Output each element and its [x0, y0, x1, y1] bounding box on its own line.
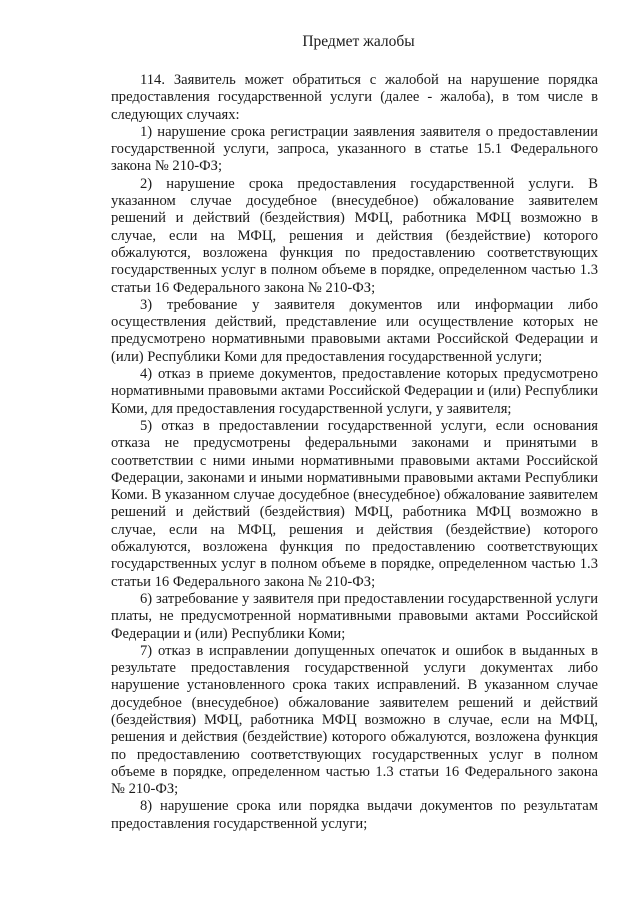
paragraph-item-7: 7) отказ в исправлении допущенных опечаток и ошибок в выданных в результате предоставления государственной услуги документах либо нарушение установленного срока таких исправлений. В указанном случае досудебное (внесудебное) обжалование заявителем решений и действий (бездействия) МФЦ, работника МФЦ возможно в случае, если на МФЦ, решения и действия (бездействие) которого обжалуются, возложена функция по предоставлению соответствующих государственных услуг в полном объеме в порядке, определенном частью 1.3 статьи 16 Федерального закона № 210-ФЗ; [111, 642, 598, 798]
paragraph-item-3: 3) требование у заявителя документов или информации либо осуществления действий, представление или осуществление которых не предусмотрено нормативными правовыми актами Российской Федерации и (или) Республики Коми для предоставления государственной услуги; [111, 296, 598, 365]
paragraph-intro: 114. Заявитель может обратиться с жалобой на нарушение порядка предоставления государственной услуги (далее - жалоба), в том числе в следующих случаях: [111, 72, 598, 123]
paragraph-item-5: 5) отказ в предоставлении государственной услуги, если основания отказа не предусмотрены федеральными законами и принятыми в соответствии с ними иными нормативными правовыми актами Российской Федерации, законами и иными нормативными правовыми актами Республики Коми. В указанном случае досудебное (внесудебное) обжалование заявителем решений и действий (бездействия) МФЦ, работника МФЦ возможно в случае, если на МФЦ, решения и действия (бездействие) которого обжалуются, возложена функция по предоставлению соответствующих государственных услуг в полном объеме в порядке, определенном частью 1.3 статьи 16 Федерального закона № 210-ФЗ; [111, 417, 598, 590]
paragraph-item-6: 6) затребование у заявителя при предоставлении государственной услуги платы, не предусмотренной нормативными правовыми актами Российской Федерации и (или) Республики Коми; [111, 590, 598, 642]
paragraph-item-2: 2) нарушение срока предоставления государственной услуги. В указанном случае досудебное (внесудебное) обжалование заявителем решений и действий (бездействия) МФЦ, работника МФЦ возможно в случае, если на МФЦ, решения и действия (бездействие) которого обжалуются, возложена функция по предоставлению соответствующих государственных услуг в полном объеме в порядке, определенном частью 1.3 статьи 16 Федерального закона № 210-ФЗ; [111, 175, 598, 296]
paragraph-item-1: 1) нарушение срока регистрации заявления заявителя о предоставлении государственной услуги, запроса, указанного в статье 15.1 Федерального закона № 210-ФЗ; [111, 123, 598, 175]
document-body [111, 72, 598, 833]
paragraph-item-8: 8) нарушение срока или порядка выдачи документов по результатам предоставления государственной услуги; [111, 798, 598, 832]
section-title: Предмет жалобы [302, 33, 415, 50]
paragraph-item-4: 4) отказ в приеме документов, предоставление которых предусмотрено нормативными правовыми актами Российской Федерации и (или) Республики Коми, для предоставления государственной услуги, у заявителя; [111, 366, 598, 417]
